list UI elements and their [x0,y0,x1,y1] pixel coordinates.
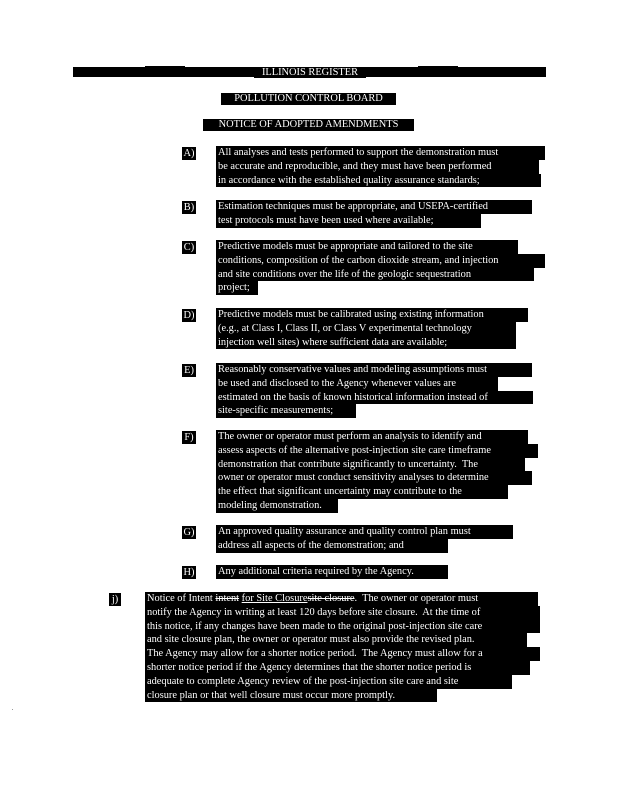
section-first-line: Notice of Intent intent for Site Closuresite closure. The owner or operator must [145,592,538,606]
section-paragraph: Notice of Intent intent for Site Closuresite closure. The owner or operator must notify the Agency in writing at least 120 days before site closure. At the time of this notice, if any changes have been made to the original post-injection site care and site closure plan, the owner or operator must also provide the revised plan. The Agency may allow for a shorter notice period. The Agency must allow for a shorter notice period if the Agency determines that the shorter notice period is adequate to complete Agency review of the post-injection site care and site closure plan or that well closure must occur more promptly. [145,592,540,702]
item-label: H) [183,567,195,578]
struck-text: intent [215,593,240,604]
register-title: ILLINOIS REGISTER [254,67,366,78]
notice-title: NOTICE OF ADOPTED AMENDMENTS [203,119,414,131]
item-label: D) [183,310,195,321]
section-label: j) [109,593,121,606]
list-item: The owner or operator must perform an analysis to identify and assess aspects of the alternative post-injection site care timeframe demonstration that contribute significantly to uncertainty. The owner or operator must conduct sensitivity analyses to determine the effect that significant uncertainty may contribute to the modeling demonstration. [216,430,538,513]
board-title: POLLUTION CONTROL BOARD [221,93,396,105]
item-label: A) [183,148,195,159]
list-item: Predictive models must be appropriate and tailored to the site conditions, composition of the carbon dioxide stream, and injection and site conditions over the life of the geologic sequestration project; [216,240,545,295]
item-label: F) [182,431,196,444]
inserted-text: for Site Closure [241,593,308,604]
item-label: B) [183,202,195,213]
list-item: Predictive models must be calibrated using existing information (e.g., at Class I, Class II, or Class V experimental technology injection well sites) where sufficient data are available; [216,308,528,349]
item-label: G) [183,527,195,538]
list-item: An approved quality assurance and quality control plan must address all aspects of the demonstration; and [216,525,513,553]
struck-text: site closure [307,593,355,604]
list-item: All analyses and tests performed to support the demonstration must be accurate and reproducible, and they must have been performed in accordance with the established quality assurance standards; [216,146,545,187]
list-item: Estimation techniques must be appropriate, and USEPA-certified test protocols must have been used where available; [216,200,532,228]
list-item: Any additional criteria required by the Agency. [216,565,448,579]
scan-speck [12,709,13,710]
item-label: E) [182,364,196,377]
list-item: Reasonably conservative values and modeling assumptions must be used and disclosed to the Agency whenever values are estimated on the basis of known historical information instead of site-specific measurements; [216,363,533,418]
item-label: C) [183,242,195,253]
